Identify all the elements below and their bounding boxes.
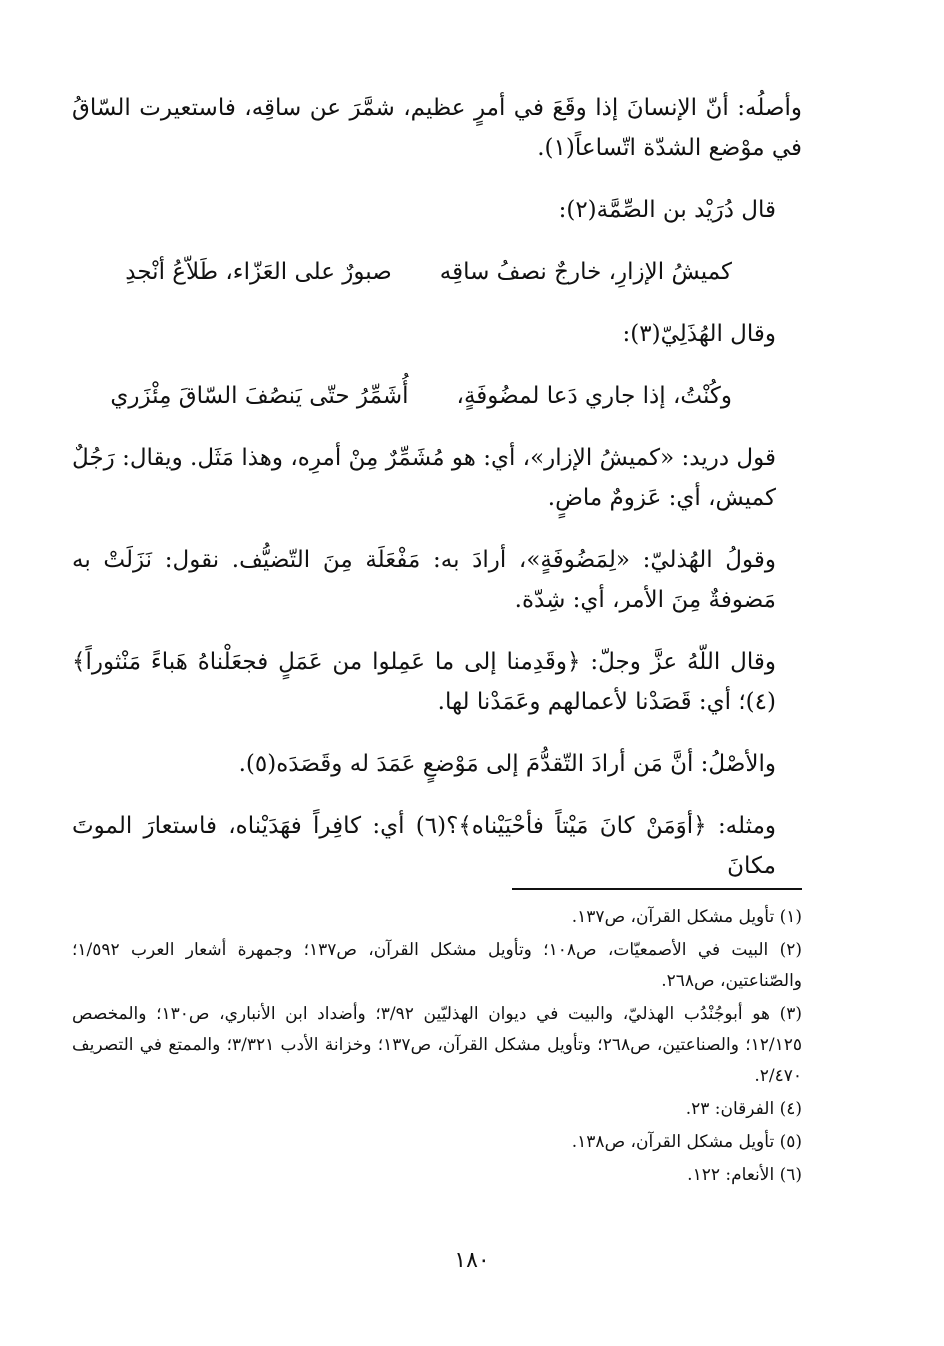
page-number: ١٨٠ [454,1248,490,1273]
paragraph-origin-meaning: والأصْلُ: أنَّ مَن أرادَ التّقدُّمَ إلى مَوْضعٍ عَمَدَ له وقَصَدَه(٥). [238,751,776,777]
footnote-5: (٥) تأويل مشكل القرآن، ص١٣٨. [571,1132,802,1152]
verse-second-hemistich: أُشَمِّرُ حتّى يَنصُفَ السّاقَ مِئْزَري [110,383,409,409]
footnotes [72,902,802,1193]
verse-first-hemistich: كميشُ الإزارِ، خارجٌ نصفُ ساقِه [439,259,732,285]
footnote-6: (٦) الأنعام: ١٢٢. [687,1165,802,1185]
verse-durayd [72,252,802,292]
paragraph-example: ومثله: ﴿أوَمَنْ كانَ مَيْتاً فأحْيَيْناه﴾؟(٦) أي: كافِراً فهَدَيْناه، فاستعارَ الموتَ مكانَ [72,813,776,879]
paragraph-hudhali-commentary: وقولُ الهُذليّ: «لِمَضُوفَةٍ»، أرادَ به: مَفْعَلَة مِنَ التّضيُّف. نقول: نَزَلَتْ به مَضوفةٌ مِنَ الأمر، أي: شِدّة. [72,547,776,613]
paragraph-origin: وأصلُه: أنّ الإنسانَ إذا وقَعَ في أمرٍ عظيم، شمَّرَ عن ساقِه، فاستعيرت السّاقُ في موْضع الشدّة اتّساعاً(١). [72,95,802,161]
footnote-3: (٣) هو أبوجُنْدُب الهذليّ، والبيت في ديوان الهذليّين ٣/٩٢؛ وأضداد ابن الأنباري، ص١٣٠؛ والمخصص ١٢/١٢٥؛ والصناعتين، ص٢٦٨؛ وتأويل مشكل القرآن، ص١٣٧؛ وخزانة الأدب ٣/٣٢١؛ والممتع في التصريف ٢/٤٧٠. [72,1004,803,1086]
paragraph-durayd-intro: قال دُرَيْد بن الصِّمَّة(٢): [558,197,776,223]
verse-second-hemistich: صبورٌ على العَزّاء، طَلاّعُ أنْجدِ [125,259,392,285]
paragraph-durayd-commentary: قول دريد: «كميشُ الإزار»، أي: هو مُشَمِّرٌ مِنْ أمرِه، وهذا مَثَل. ويقال: رَجُلٌ كميش، أي: عَزومٌ ماضٍ. [72,445,776,511]
verse-hudhali [72,376,802,416]
footnote-divider [512,888,802,890]
main-text [72,88,802,908]
footnote-1: (١) تأويل مشكل القرآن، ص١٣٧. [571,907,802,927]
verse-first-hemistich: وكُنْتُ، إذا جاري دَعا لمضُوفَةٍ، [456,383,732,409]
footnote-4: (٤) الفرقان: ٢٣. [685,1099,802,1119]
paragraph-quran-verse: وقال اللّهُ عزَّ وجلّ: ﴿وقَدِمنا إلى ما عَمِلوا من عَمَلٍ فجعَلْناهُ هَباءً مَنْثوراً﴾(٤)؛ أي: قَصَدْنا لأعمالهم وعَمَدْنا لها. [72,649,776,715]
footnote-2: (٢) البيت في الأصمعيّات، ص١٠٨؛ وتأويل مشكل القرآن، ص١٣٧؛ وجمهرة أشعار العرب ١/٥٩٢؛ والصّناعتين، ص٢٦٨. [72,940,802,991]
paragraph-hudhali-intro: وقال الهُذَلِيّ(٣): [622,321,776,347]
